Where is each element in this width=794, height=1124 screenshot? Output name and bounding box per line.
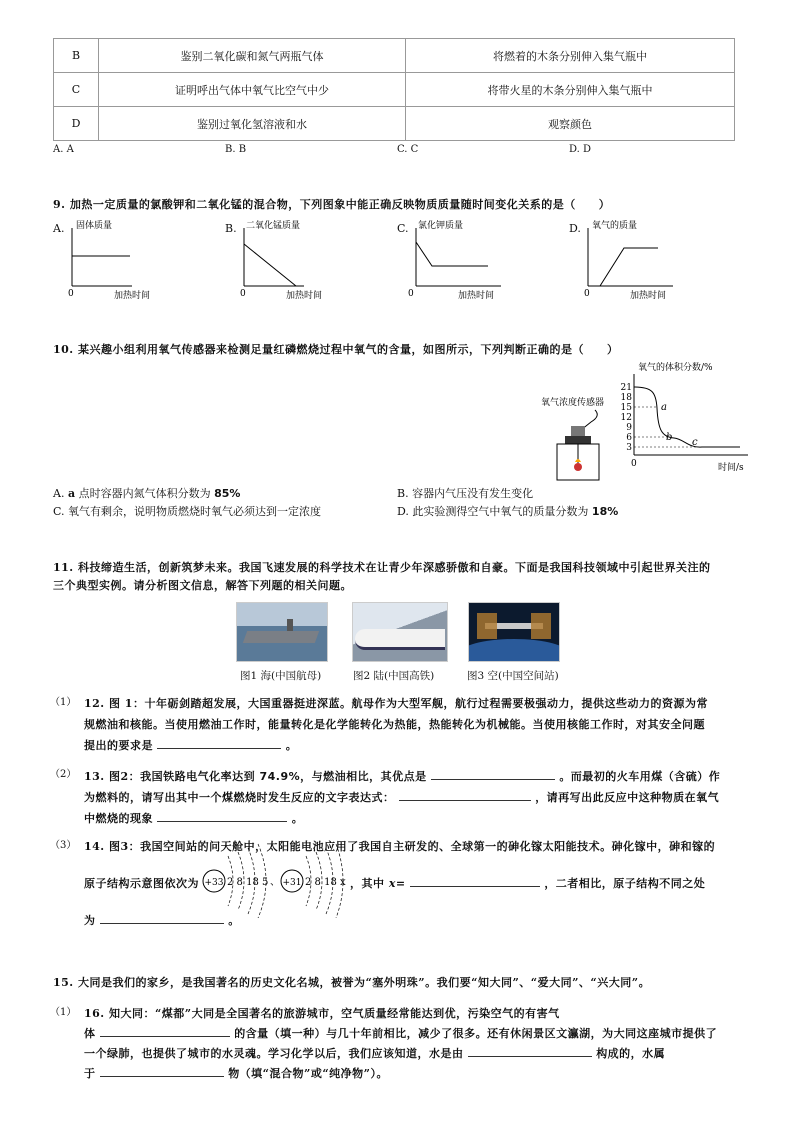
atom2-nucleus: +31	[282, 878, 302, 888]
q12-line1: 12. 图 1：十年砺剑踏超发展，大国重器挺进深蓝。航母作为大型军舰，航行过程需要极强动力，提供这些动力的资源为常	[84, 697, 708, 710]
graph-b-xlabel: 加热时间	[286, 291, 323, 301]
carrier-photo	[236, 602, 328, 662]
graph-c-letter[interactable]: C.	[397, 222, 409, 235]
answer-blank[interactable]	[399, 788, 531, 801]
oxygen-chart	[612, 358, 762, 476]
caption-fig2: 图2 陆(中国高铁)	[353, 670, 435, 682]
answer-blank[interactable]	[157, 736, 281, 749]
answer-option-a[interactable]: A. A	[53, 144, 74, 155]
q10-option-d[interactable]: D. 此实验测得空气中氧气的质量分数为 18%	[397, 505, 619, 518]
row-method: 证明呼出气体中氧气比空气中少	[99, 73, 406, 107]
answer-blank[interactable]	[100, 1064, 224, 1077]
answer-option-d[interactable]: D. D	[569, 144, 592, 155]
graph-c-ylabel: 氯化钾质量	[418, 221, 464, 231]
subq-tag-3: （3）	[50, 840, 77, 851]
graph-b-origin: 0	[240, 289, 246, 299]
q12-line3: 提出的要求是 。	[84, 735, 297, 756]
row-method: 鉴别过氧化氢溶液和水	[99, 107, 406, 141]
q14-line2-label: 原子结构示意图依次为	[84, 877, 199, 890]
train-photo	[352, 602, 448, 662]
atom-separator: 、	[270, 877, 280, 888]
graph-a-origin: 0	[68, 289, 74, 299]
oxygen-chart-origin: 0	[631, 459, 637, 469]
question-15-stem: 15. 大同是我们的家乡，是我国著名的历史文化名城，被誉为“塞外明珠”。我们要“知大同”、“爱大同”、“兴大同”。	[53, 976, 651, 989]
row-key: C	[54, 73, 99, 107]
options-table	[53, 38, 735, 141]
question-11-stem-line2: 三个典型实例。请分析图文信息，解答下列题的相关问题。	[53, 579, 352, 592]
q13-line1: 13. 图2：我国铁路电气化率达到 74.9%，与燃油相比，其优点是 。而最初的火车用煤（含硫）作	[84, 766, 720, 787]
graph-c	[406, 216, 526, 306]
answer-option-b[interactable]: B. B	[225, 144, 247, 155]
space-station-photo	[468, 602, 560, 662]
q10-option-c[interactable]: C. 氧气有剩余，说明物质燃烧时氧气必须达到一定浓度	[53, 505, 322, 518]
graph-a-ylabel: 固体质量	[76, 221, 113, 231]
q16-line2: 体 的含量（填一种）与几十年前相比，减少了很多。还有休闲景区文瀛湖，为大同这座城市提供了	[84, 1023, 717, 1044]
q13-line3: 中燃烧的现象 。	[84, 808, 303, 829]
point-c: c	[692, 437, 698, 448]
answer-blank[interactable]	[468, 1044, 592, 1057]
graph-a-xlabel: 加热时间	[114, 291, 151, 301]
row-key: D	[54, 107, 99, 141]
graph-d-letter[interactable]: D.	[569, 222, 581, 235]
answer-blank[interactable]	[100, 1024, 230, 1037]
q10-option-a[interactable]: A. a 点时容器内氮气体积分数为 85%	[53, 487, 241, 500]
y-tick: 3	[626, 443, 632, 453]
question-10-stem: 10. 某兴趣小组利用氧气传感器来检测足量红磷燃烧过程中氧气的含量，如图所示，下列判断正确的是（ ）	[53, 343, 619, 356]
point-b: b	[666, 432, 673, 443]
row-key: B	[54, 39, 99, 73]
q12-line2: 规燃油和核能。当使用燃油工作时，能量转化是化学能转化为热能，热能转化为机械能。当使用核能工作时，对其安全问题	[84, 718, 705, 731]
atom1-shells: 2 8 18 5	[227, 877, 269, 888]
answer-blank[interactable]	[157, 809, 287, 822]
y-tick: 6	[626, 433, 632, 443]
graph-b-ylabel: 二氧化锰质量	[246, 221, 301, 231]
q14-line1: 14. 图3：我国空间站的问天舱中，太阳能电池应用了我国自主研发的、全球第一的砷化镓太阳能技术。砷化镓中，砷和镓的	[84, 840, 716, 853]
row-operation: 观察颜色	[406, 107, 735, 141]
graph-d-ylabel: 氧气的质量	[592, 221, 638, 231]
subq-tag-2: （2）	[50, 769, 77, 780]
point-a: a	[661, 402, 667, 413]
answer-option-c[interactable]: C. C	[397, 144, 419, 155]
graph-a	[62, 216, 182, 306]
graph-d	[578, 216, 698, 306]
caption-fig3: 图3 空(中国空间站)	[467, 670, 559, 682]
subq-tag-16: （1）	[50, 1007, 77, 1018]
graph-c-xlabel: 加热时间	[458, 291, 495, 301]
graph-d-origin: 0	[584, 289, 590, 299]
table-row	[54, 107, 735, 141]
subq-tag-1: （1）	[50, 697, 77, 708]
answer-blank[interactable]	[410, 874, 540, 887]
graph-a-letter[interactable]: A.	[53, 222, 65, 235]
atom-structure-diagrams	[198, 838, 352, 918]
y-tick: 21	[620, 383, 632, 393]
oxygen-chart-xlabel: 时间/s	[718, 463, 744, 473]
graph-c-origin: 0	[408, 289, 414, 299]
question-11-stem-line1: 11. 科技缔造生活，创新筑梦未来。我国飞速发展的科学技术在让青少年深感骄傲和自豪。下面是我国科技领域中引起世界关注的	[53, 561, 711, 574]
y-tick: 12	[620, 413, 632, 423]
answer-blank[interactable]	[100, 911, 224, 924]
q16-line1: 16. 知大同：“煤都”大同是全国著名的旅游城市，空气质量经常能达到优，污染空气的有害气	[84, 1007, 560, 1020]
row-method: 鉴别二氧化碳和氮气两瓶气体	[99, 39, 406, 73]
row-operation: 将带火星的木条分别伸入集气瓶中	[406, 73, 735, 107]
atom1-nucleus: +33	[204, 878, 224, 888]
table-row	[54, 39, 735, 73]
q16-line4: 于 物（填“混合物”或“纯净物”）。	[84, 1063, 388, 1084]
q16-line3: 一个绿肺，也提供了城市的水灵魂。学习化学以后，我们应该知道，水是由 构成的，水属	[84, 1043, 665, 1064]
y-tick: 18	[620, 393, 632, 403]
question-9-stem: 9. 加热一定质量的氯酸钾和二氧化锰的混合物，下列图象中能正确反映物质质量随时间变化关系的是（ ）	[53, 198, 611, 211]
sensor-label: 氧气浓度传感器	[541, 398, 605, 408]
q10-option-b[interactable]: B. 容器内气压没有发生变化	[397, 487, 534, 500]
graph-b	[234, 216, 354, 306]
q13-line2: 为燃料的，请写出其中一个煤燃烧时发生反应的文字表达式： ，请再写出此反应中这种物质在氧气	[84, 787, 719, 808]
graph-b-letter[interactable]: B.	[225, 222, 237, 235]
q14-line3: 为 。	[84, 910, 240, 931]
y-tick: 15	[620, 403, 632, 413]
graph-d-xlabel: 加热时间	[630, 291, 667, 301]
row-operation: 将燃着的木条分别伸入集气瓶中	[406, 39, 735, 73]
table-row	[54, 73, 735, 107]
atom2-shells: 2 8 18 x	[305, 877, 346, 888]
answer-blank[interactable]	[431, 767, 555, 780]
y-tick: 9	[626, 423, 632, 433]
q14-line2-rest: ，其中 x= ，二者相比，原子结构不同之处	[350, 873, 705, 894]
oxygen-chart-ylabel: 氧气的体积分数/%	[638, 363, 713, 373]
caption-fig1: 图1 海(中国航母)	[240, 670, 322, 682]
